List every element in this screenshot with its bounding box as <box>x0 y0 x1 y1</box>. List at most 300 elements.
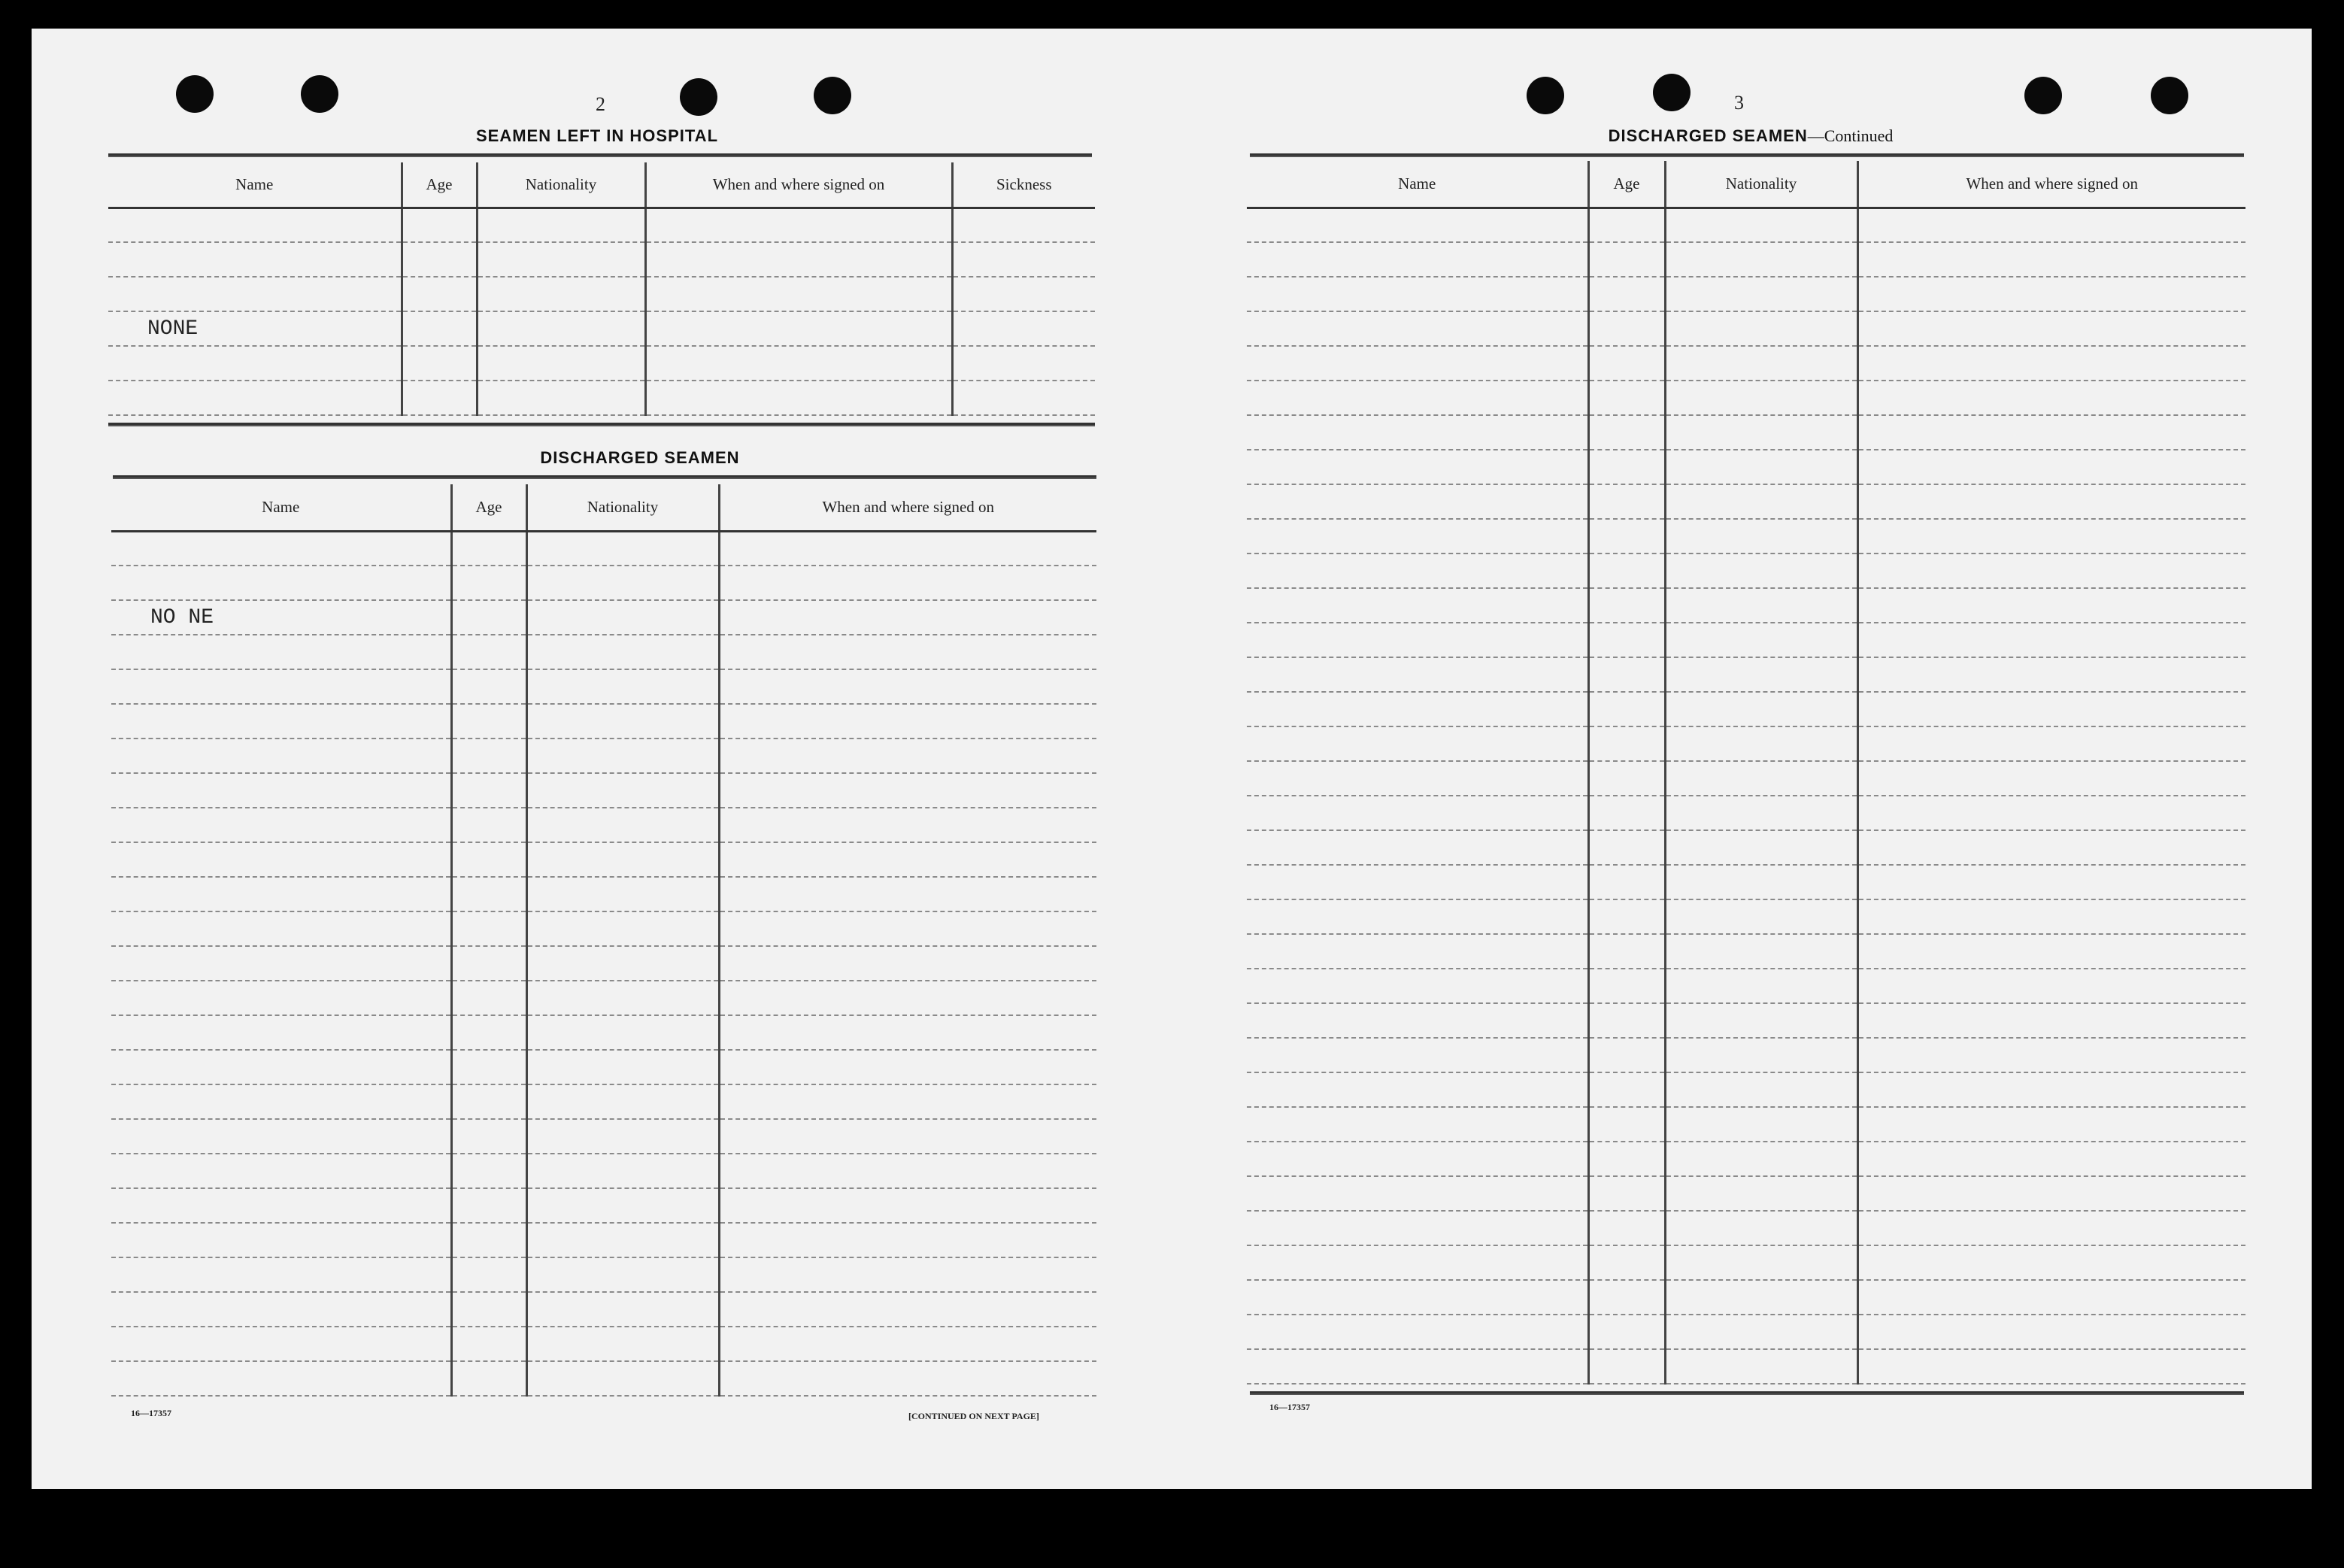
table-cell <box>111 669 451 704</box>
table-cell <box>1588 899 1665 934</box>
table-cell <box>1247 692 1588 726</box>
table-cell <box>1588 588 1665 623</box>
table-cell <box>1857 657 2245 692</box>
table-cell <box>402 381 477 415</box>
table-cell <box>719 877 1096 911</box>
table-cell <box>1588 208 1665 242</box>
table-cell <box>451 1257 526 1292</box>
table-cell <box>1857 830 2245 865</box>
table-cell <box>1588 623 1665 657</box>
table-cell <box>719 531 1096 566</box>
table-row <box>1247 1349 2245 1384</box>
entry-cell: NONE <box>108 311 402 346</box>
table-row <box>108 346 1095 381</box>
table-row <box>1247 346 2245 381</box>
table-cell <box>1588 1245 1665 1280</box>
table-cell <box>1857 1176 2245 1211</box>
table-row <box>111 1050 1096 1084</box>
table-cell <box>1588 1211 1665 1245</box>
table-row <box>1247 519 2245 554</box>
column-header-when-and-where-signed-on: When and where signed on <box>719 484 1096 531</box>
table-cell <box>952 208 1095 242</box>
table-cell <box>526 1154 719 1188</box>
table-row <box>111 1223 1096 1257</box>
table-cell <box>111 946 451 981</box>
punch-hole-3 <box>680 78 717 116</box>
punch-hole-2 <box>301 75 338 113</box>
table-cell <box>451 1084 526 1119</box>
hospital-bottom-rule <box>108 423 1095 426</box>
table-cell <box>526 1292 719 1327</box>
table-row <box>1247 1072 2245 1107</box>
table-cell <box>1247 796 1588 830</box>
right-discharged-table <box>1247 161 2245 1385</box>
table-row <box>111 1119 1096 1154</box>
column-header-name: Name <box>1247 161 1588 208</box>
table-cell <box>1857 1072 2245 1107</box>
table-cell <box>1665 830 1857 865</box>
table-cell <box>451 531 526 566</box>
table-cell <box>1247 1245 1588 1280</box>
table-row <box>108 311 1095 346</box>
table-cell <box>719 808 1096 842</box>
table-cell <box>1857 588 2245 623</box>
table-row <box>1247 623 2245 657</box>
table-cell <box>451 566 526 600</box>
table-cell <box>451 773 526 808</box>
table-cell <box>402 208 477 242</box>
table-row <box>1247 692 2245 726</box>
table-cell <box>719 1154 1096 1188</box>
column-header-name: Name <box>108 162 402 208</box>
table-cell <box>952 311 1095 346</box>
table-cell <box>719 669 1096 704</box>
table-cell <box>111 1084 451 1119</box>
discharged-top-rule <box>113 475 1096 479</box>
table-cell <box>1665 381 1857 415</box>
table-row <box>1247 830 2245 865</box>
column-header-when-and-where-signed-on: When and where signed on <box>1857 161 2245 208</box>
table-cell <box>526 600 719 635</box>
table-cell <box>402 311 477 346</box>
table-cell <box>526 566 719 600</box>
table-cell <box>1588 346 1665 381</box>
table-cell <box>451 877 526 911</box>
table-cell <box>1247 623 1588 657</box>
table-cell <box>1247 415 1588 450</box>
table-cell <box>1857 1003 2245 1038</box>
table-cell <box>477 381 645 415</box>
column-header-when-and-where-signed-on: When and where signed on <box>645 162 952 208</box>
table-cell <box>1665 761 1857 796</box>
table-cell <box>1665 1315 1857 1349</box>
table-row <box>108 277 1095 311</box>
table-cell <box>111 1188 451 1223</box>
table-cell <box>111 877 451 911</box>
table-cell <box>1247 1176 1588 1211</box>
table-cell <box>1857 726 2245 761</box>
table-cell <box>719 1327 1096 1361</box>
table-cell <box>1247 450 1588 484</box>
table-row <box>1247 208 2245 242</box>
table-cell <box>526 1084 719 1119</box>
table-cell <box>526 635 719 669</box>
table-cell <box>526 946 719 981</box>
table-cell <box>1247 830 1588 865</box>
right-top-rule <box>1250 153 2244 157</box>
table-row <box>1247 242 2245 277</box>
table-row <box>111 1361 1096 1396</box>
table-cell <box>526 739 719 773</box>
column-header-nationality: Nationality <box>477 162 645 208</box>
table-cell <box>1665 726 1857 761</box>
table-row <box>108 208 1095 242</box>
table-cell <box>108 242 402 277</box>
table-cell <box>526 1188 719 1223</box>
table-cell <box>1247 899 1588 934</box>
discharged-table <box>111 484 1096 1397</box>
table-row <box>1247 761 2245 796</box>
table-cell <box>645 277 952 311</box>
table-cell <box>1665 1245 1857 1280</box>
table-cell <box>526 1119 719 1154</box>
table-cell <box>645 242 952 277</box>
table-cell <box>719 1361 1096 1396</box>
table-row <box>111 842 1096 877</box>
table-cell <box>1247 657 1588 692</box>
table-cell <box>719 946 1096 981</box>
table-cell <box>1665 657 1857 692</box>
table-cell <box>1857 1038 2245 1072</box>
table-cell <box>451 704 526 739</box>
table-row <box>111 1327 1096 1361</box>
table-cell <box>108 346 402 381</box>
table-row <box>1247 865 2245 899</box>
table-cell <box>1247 1072 1588 1107</box>
table-cell <box>111 704 451 739</box>
table-cell <box>1665 277 1857 311</box>
column-header-nationality: Nationality <box>526 484 719 531</box>
table-cell <box>451 1188 526 1223</box>
table-cell <box>111 1361 451 1396</box>
table-cell <box>451 946 526 981</box>
right-section-title <box>1247 126 2255 146</box>
table-cell <box>526 877 719 911</box>
table-cell <box>111 981 451 1015</box>
table-row <box>1247 726 2245 761</box>
table-cell <box>1665 242 1857 277</box>
table-row <box>111 773 1096 808</box>
table-cell <box>451 669 526 704</box>
table-cell <box>108 208 402 242</box>
table-cell <box>1588 277 1665 311</box>
entry-cell: NO NE <box>111 600 451 635</box>
table-cell <box>1665 1349 1857 1384</box>
table-cell <box>1588 796 1665 830</box>
table-row <box>1247 796 2245 830</box>
table-cell <box>1857 1107 2245 1142</box>
table-cell <box>526 1015 719 1050</box>
table-cell <box>1857 450 2245 484</box>
table-cell <box>1665 1107 1857 1142</box>
table-row <box>1247 484 2245 519</box>
right-section-title-main: DISCHARGED SEAMEN <box>1608 126 1808 145</box>
table-cell <box>111 1154 451 1188</box>
table-cell <box>719 1050 1096 1084</box>
table-cell <box>1247 381 1588 415</box>
table-cell <box>451 981 526 1015</box>
table-cell <box>111 1292 451 1327</box>
table-row <box>111 669 1096 704</box>
table-cell <box>1247 208 1588 242</box>
table-cell <box>451 1223 526 1257</box>
table-cell <box>108 277 402 311</box>
table-cell <box>1588 969 1665 1003</box>
table-cell <box>952 346 1095 381</box>
table-row <box>1247 415 2245 450</box>
table-cell <box>719 981 1096 1015</box>
table-cell <box>645 311 952 346</box>
table-row <box>1247 1211 2245 1245</box>
table-cell <box>111 842 451 877</box>
table-cell <box>1857 865 2245 899</box>
table-cell <box>719 566 1096 600</box>
table-cell <box>1857 934 2245 969</box>
table-cell <box>111 911 451 946</box>
table-cell <box>477 242 645 277</box>
table-cell <box>451 635 526 669</box>
right-section-title-suffix: —Continued <box>1807 126 1894 145</box>
table-row <box>111 1154 1096 1188</box>
table-row <box>1247 311 2245 346</box>
table-cell <box>1588 1107 1665 1142</box>
table-cell <box>952 381 1095 415</box>
table-cell <box>952 242 1095 277</box>
table-cell <box>526 808 719 842</box>
table-row <box>1247 969 2245 1003</box>
table-cell <box>1665 519 1857 554</box>
table-cell <box>1665 1176 1857 1211</box>
table-cell <box>1857 311 2245 346</box>
table-cell <box>1665 588 1857 623</box>
table-cell <box>645 381 952 415</box>
table-cell <box>719 911 1096 946</box>
table-cell <box>451 1292 526 1327</box>
column-header-name: Name <box>111 484 451 531</box>
table-cell <box>1588 1038 1665 1072</box>
table-cell <box>526 1327 719 1361</box>
table-cell <box>1665 1280 1857 1315</box>
table-cell <box>1857 554 2245 588</box>
table-cell <box>451 1361 526 1396</box>
table-cell <box>1247 761 1588 796</box>
table-row <box>111 635 1096 669</box>
table-cell <box>1857 277 2245 311</box>
table-cell <box>1588 450 1665 484</box>
table-row <box>111 1084 1096 1119</box>
table-cell <box>451 911 526 946</box>
table-cell <box>526 1257 719 1292</box>
table-cell <box>719 1015 1096 1050</box>
table-cell <box>719 842 1096 877</box>
table-row <box>1247 277 2245 311</box>
table-row <box>1247 450 2245 484</box>
table-row <box>1247 554 2245 588</box>
table-row <box>1247 1280 2245 1315</box>
table-cell <box>111 1327 451 1361</box>
table-cell <box>1247 1211 1588 1245</box>
table-cell <box>1857 1142 2245 1176</box>
table-row <box>111 704 1096 739</box>
table-cell <box>1247 242 1588 277</box>
table-row <box>1247 1142 2245 1176</box>
table-cell <box>1247 1107 1588 1142</box>
table-cell <box>1247 1315 1588 1349</box>
hospital-table <box>108 162 1095 416</box>
table-cell <box>1247 1280 1588 1315</box>
table-cell <box>526 531 719 566</box>
table-cell <box>1588 761 1665 796</box>
table-cell <box>111 635 451 669</box>
table-row <box>111 566 1096 600</box>
table-cell <box>1665 1072 1857 1107</box>
table-cell <box>645 346 952 381</box>
table-cell <box>451 1050 526 1084</box>
table-cell <box>526 669 719 704</box>
table-cell <box>526 981 719 1015</box>
table-cell <box>477 346 645 381</box>
table-cell <box>1857 1280 2245 1315</box>
table-row <box>111 877 1096 911</box>
table-cell <box>1247 969 1588 1003</box>
table-cell <box>1857 381 2245 415</box>
table-row <box>111 1188 1096 1223</box>
table-cell <box>719 739 1096 773</box>
table-cell <box>526 1050 719 1084</box>
table-row <box>1247 381 2245 415</box>
column-header-nationality: Nationality <box>1665 161 1857 208</box>
table-cell <box>1588 484 1665 519</box>
table-cell <box>719 600 1096 635</box>
table-cell <box>402 346 477 381</box>
table-cell <box>719 1223 1096 1257</box>
table-cell <box>1588 1176 1665 1211</box>
table-cell <box>719 1084 1096 1119</box>
table-cell <box>1665 865 1857 899</box>
table-cell <box>1857 242 2245 277</box>
table-cell <box>1588 1280 1665 1315</box>
table-cell <box>1665 899 1857 934</box>
table-cell <box>111 566 451 600</box>
table-cell <box>111 773 451 808</box>
punch-hole-7 <box>2024 77 2062 114</box>
table-cell <box>1247 865 1588 899</box>
table-cell <box>1665 208 1857 242</box>
right-page-number: 3 <box>1734 92 1744 114</box>
table-row <box>111 1292 1096 1327</box>
table-cell <box>526 773 719 808</box>
table-cell <box>477 311 645 346</box>
table-cell <box>1247 554 1588 588</box>
right-form-number: 16—17357 <box>1269 1402 1310 1412</box>
table-cell <box>1588 311 1665 346</box>
table-cell <box>1665 1038 1857 1072</box>
table-cell <box>1665 623 1857 657</box>
table-row <box>108 381 1095 415</box>
table-cell <box>1857 208 2245 242</box>
table-cell <box>1857 1211 2245 1245</box>
table-cell <box>111 808 451 842</box>
hospital-section-title: SEAMEN LEFT IN HOSPITAL <box>475 126 719 145</box>
table-cell <box>1665 692 1857 726</box>
column-header-age: Age <box>451 484 526 531</box>
table-cell <box>526 1223 719 1257</box>
table-cell <box>1588 726 1665 761</box>
table-cell <box>1665 484 1857 519</box>
table-cell <box>451 1015 526 1050</box>
column-header-age: Age <box>402 162 477 208</box>
table-cell <box>1247 934 1588 969</box>
table-cell <box>1588 242 1665 277</box>
punch-hole-6 <box>1653 74 1691 111</box>
table-cell <box>1247 519 1588 554</box>
punch-hole-5 <box>1527 77 1564 114</box>
table-cell <box>1588 1142 1665 1176</box>
table-row <box>111 739 1096 773</box>
table-cell <box>1588 519 1665 554</box>
table-cell <box>1247 277 1588 311</box>
table-row <box>111 1257 1096 1292</box>
table-cell <box>402 277 477 311</box>
table-cell <box>1247 1349 1588 1384</box>
table-cell <box>526 1361 719 1396</box>
punch-hole-4 <box>814 77 851 114</box>
table-cell <box>719 1119 1096 1154</box>
table-cell <box>477 277 645 311</box>
table-cell <box>451 842 526 877</box>
table-cell <box>1665 450 1857 484</box>
table-cell <box>1588 1315 1665 1349</box>
table-cell <box>1665 1211 1857 1245</box>
table-cell <box>952 277 1095 311</box>
document-sheet <box>32 29 2312 1489</box>
table-cell <box>111 1223 451 1257</box>
table-cell <box>451 600 526 635</box>
table-cell <box>451 1119 526 1154</box>
table-cell <box>108 381 402 415</box>
table-cell <box>1857 519 2245 554</box>
table-cell <box>1247 1003 1588 1038</box>
table-cell <box>1665 346 1857 381</box>
table-cell <box>719 1292 1096 1327</box>
table-cell <box>1857 415 2245 450</box>
table-row <box>111 531 1096 566</box>
table-row <box>1247 1315 2245 1349</box>
table-cell <box>1247 726 1588 761</box>
left-page-number: 2 <box>596 93 605 115</box>
table-cell <box>111 1119 451 1154</box>
continued-note: [CONTINUED ON NEXT PAGE] <box>908 1411 1039 1421</box>
table-row <box>111 946 1096 981</box>
table-cell <box>1588 1003 1665 1038</box>
table-cell <box>645 208 952 242</box>
table-cell <box>1665 554 1857 588</box>
table-cell <box>111 1257 451 1292</box>
table-cell <box>719 1188 1096 1223</box>
table-cell <box>1857 1349 2245 1384</box>
table-row <box>1247 657 2245 692</box>
table-cell <box>1665 1142 1857 1176</box>
